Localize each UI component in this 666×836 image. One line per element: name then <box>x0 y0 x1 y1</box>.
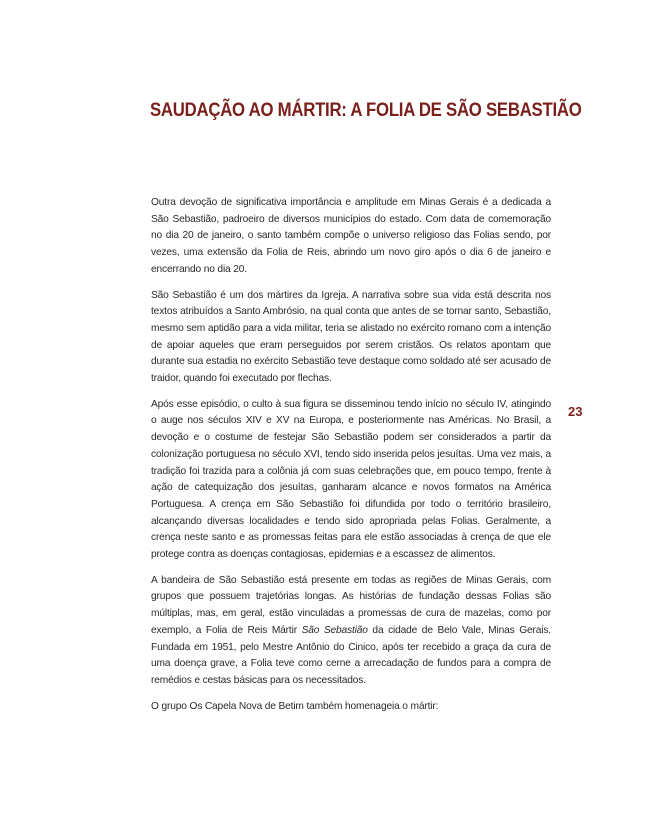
page-title: SAUDAÇÃO AO MÁRTIR: A FOLIA DE SÃO SEBASTIÃO <box>150 99 582 122</box>
paragraph-text: São Sebastião é um dos mártires da Igreja. A narrativa sobre sua vida está descrita nos textos atribuídos a Santo Ambrósio, na qual conta que antes de se tornar santo, Sebastião, mesmo sem aptidão para a vida militar, teria se alistado no exército romano com a intenção de apoiar aqueles que eram perseguidos por serem cristãos. Os relatos apontam que durante sua estadia no exército Sebastião teve destaque como soldado até ser acusado de traidor, quando foi executado por flechas. <box>151 289 551 385</box>
paragraph-text: Após esse episódio, o culto à sua figura se disseminou tendo início no século IV, atingindo o auge nos séculos XIV e XV na Europa, e posteriormente nas Américas. No Brasil, a devoção e o costume de festejar São Sebastião podem ser considerados a partir da colonização portuguesa no século XVI, tendo sido inserida pelos jesuítas. Uma vez mais, a tradição foi trazida para a colônia já com suas celebrações que, em pouco tempo, frente à ação de catequização dos jesuítas, ganharam alcance e novos formatos na América Portuguesa. A crença em São Sebastião foi difundida por todo o território brasileiro, alcançando diversas localidades e tendo sido apropriada pelas Folias. Geralmente, a crença neste santo e as promessas feitas para ele estão associadas à crença de que ele protege contra as doenças contagiosas, epidemias e a escassez de alimentos. <box>151 398 551 561</box>
body-text <box>151 195 551 724</box>
paragraph-text: O grupo Os Capela Nova de Betim também homenageia o mártir: <box>151 700 439 712</box>
paragraph <box>151 195 551 279</box>
paragraph <box>151 397 551 564</box>
paragraph <box>151 288 551 388</box>
page-number: 23 <box>568 404 583 419</box>
paragraph <box>151 699 551 716</box>
paragraph-text: A bandeira de São Sebastião está presente em todas as regiões de Minas Gerais, com grupos que possuem trajetórias longas. As histórias de fundação dessas Folias são múltiplas, mas, em geral, estão vinculadas a promessas de cura de mazelas, como por exemplo, a Folia de Reis Mártir <box>151 574 551 636</box>
paragraph-text: Outra devoção de significativa importância e amplitude em Minas Gerais é a dedicada a São Sebastião, padroeiro de diversos municípios do estado. Com data de comemoração no dia 20 de janeiro, o santo também compõe o universo religioso das Folias sendo, por vezes, uma extensão da Folia de Reis, abrindo um novo giro após o dia 6 de janeiro e encerrando no dia 20. <box>151 197 551 275</box>
paragraph-text: da cidade de Belo Vale, Minas Gerais. Fundada em 1951, pelo Mestre Antônio do Cinico, após ter recebido a graça da cura de uma doença grave, a Folia teve como cerne a arrecadação de fundos para a compra de remédios e cestas básicas para os necessitados. <box>151 624 551 686</box>
paragraph <box>151 573 551 690</box>
paragraph-text-italic: São Sebastião <box>301 624 368 636</box>
